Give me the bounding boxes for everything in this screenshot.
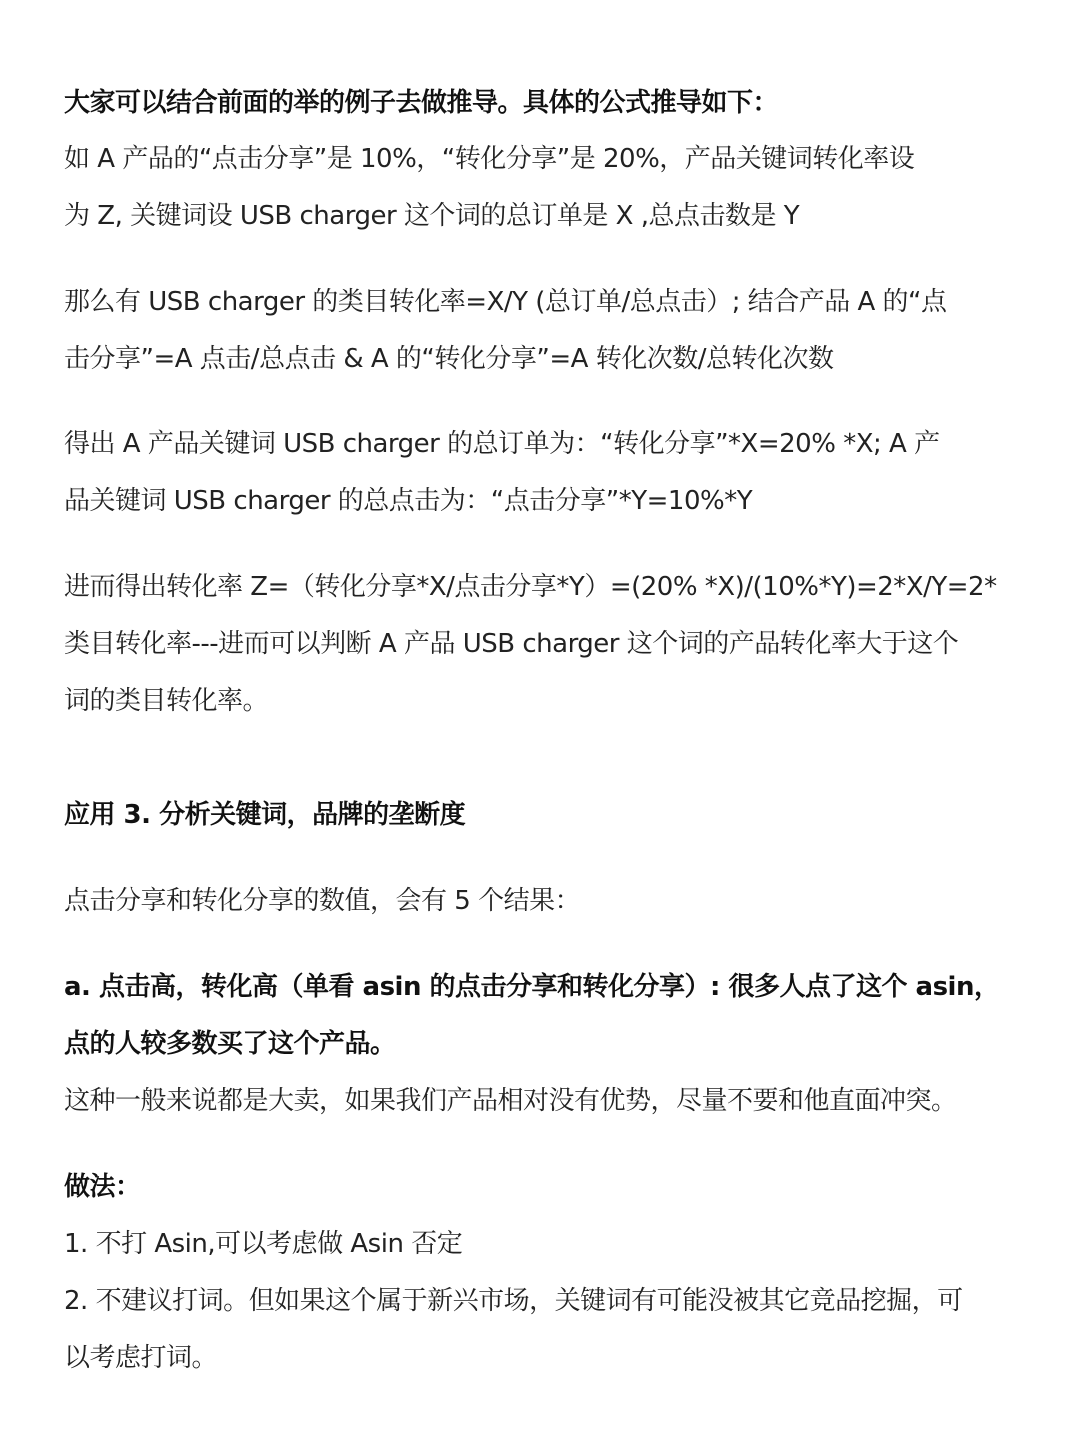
example-line-1: 如 A 产品的“点击分享”是 10%，“转化分享”是 20%，产品关键词转化率设 — [64, 144, 915, 174]
case-a-heading-line-2: 点的人较多数买了这个产品。 — [64, 1029, 396, 1059]
derivation-line-2: 品关键词 USB charger 的总点击为：“点击分享”*Y=10%*Y — [64, 486, 753, 516]
category-rate-line-1: 那么有 USB charger 的类目转化率=X/Y (总订单/总点击）; 结合产品 A 的“点 — [64, 287, 947, 317]
method-item-2-line-1: 2. 不建议打词。但如果这个属于新兴市场，关键词有可能没被其它竞品挖掘，可 — [64, 1286, 963, 1316]
intro-heading: 大家可以结合前面的举的例子去做推导。具体的公式推导如下： — [64, 88, 779, 118]
section-heading: 应用 3. 分析关键词，品牌的垄断度 — [64, 800, 466, 830]
results-intro: 点击分享和转化分享的数值，会有 5 个结果： — [64, 886, 581, 916]
case-a-description: 这种一般来说都是大卖，如果我们产品相对没有优势，尽量不要和他直面冲突。 — [64, 1086, 957, 1116]
conclusion-line-2: 类目转化率---进而可以判断 A 产品 USB charger 这个词的产品转化率大于这个 — [64, 629, 959, 659]
document-body — [64, 0, 1014, 1440]
derivation-line-1: 得出 A 产品关键词 USB charger 的总订单为：“转化分享”*X=20% *X; A 产 — [64, 429, 940, 459]
conclusion-line-1: 进而得出转化率 Z=（转化分享*X/点击分享*Y）=(20% *X)/(10%*Y)=2*X/Y=2* — [64, 572, 997, 602]
example-line-2: 为 Z, 关键词设 USB charger 这个词的总订单是 X ,总点击数是 Y — [64, 201, 800, 231]
method-item-1: 1. 不打 Asin,可以考虑做 Asin 否定 — [64, 1229, 463, 1259]
case-a-heading-line-1: a. 点击高，转化高（单看 asin 的点击分享和转化分享）: 很多人点了这个 asin， — [64, 972, 1000, 1002]
conclusion-line-3: 词的类目转化率。 — [64, 686, 269, 716]
category-rate-line-2: 击分享”=A 点击/总点击 & A 的“转化分享”=A 转化次数/总转化次数 — [64, 344, 834, 374]
method-heading: 做法： — [64, 1172, 141, 1202]
method-item-2-line-2: 以考虑打词。 — [64, 1343, 218, 1373]
